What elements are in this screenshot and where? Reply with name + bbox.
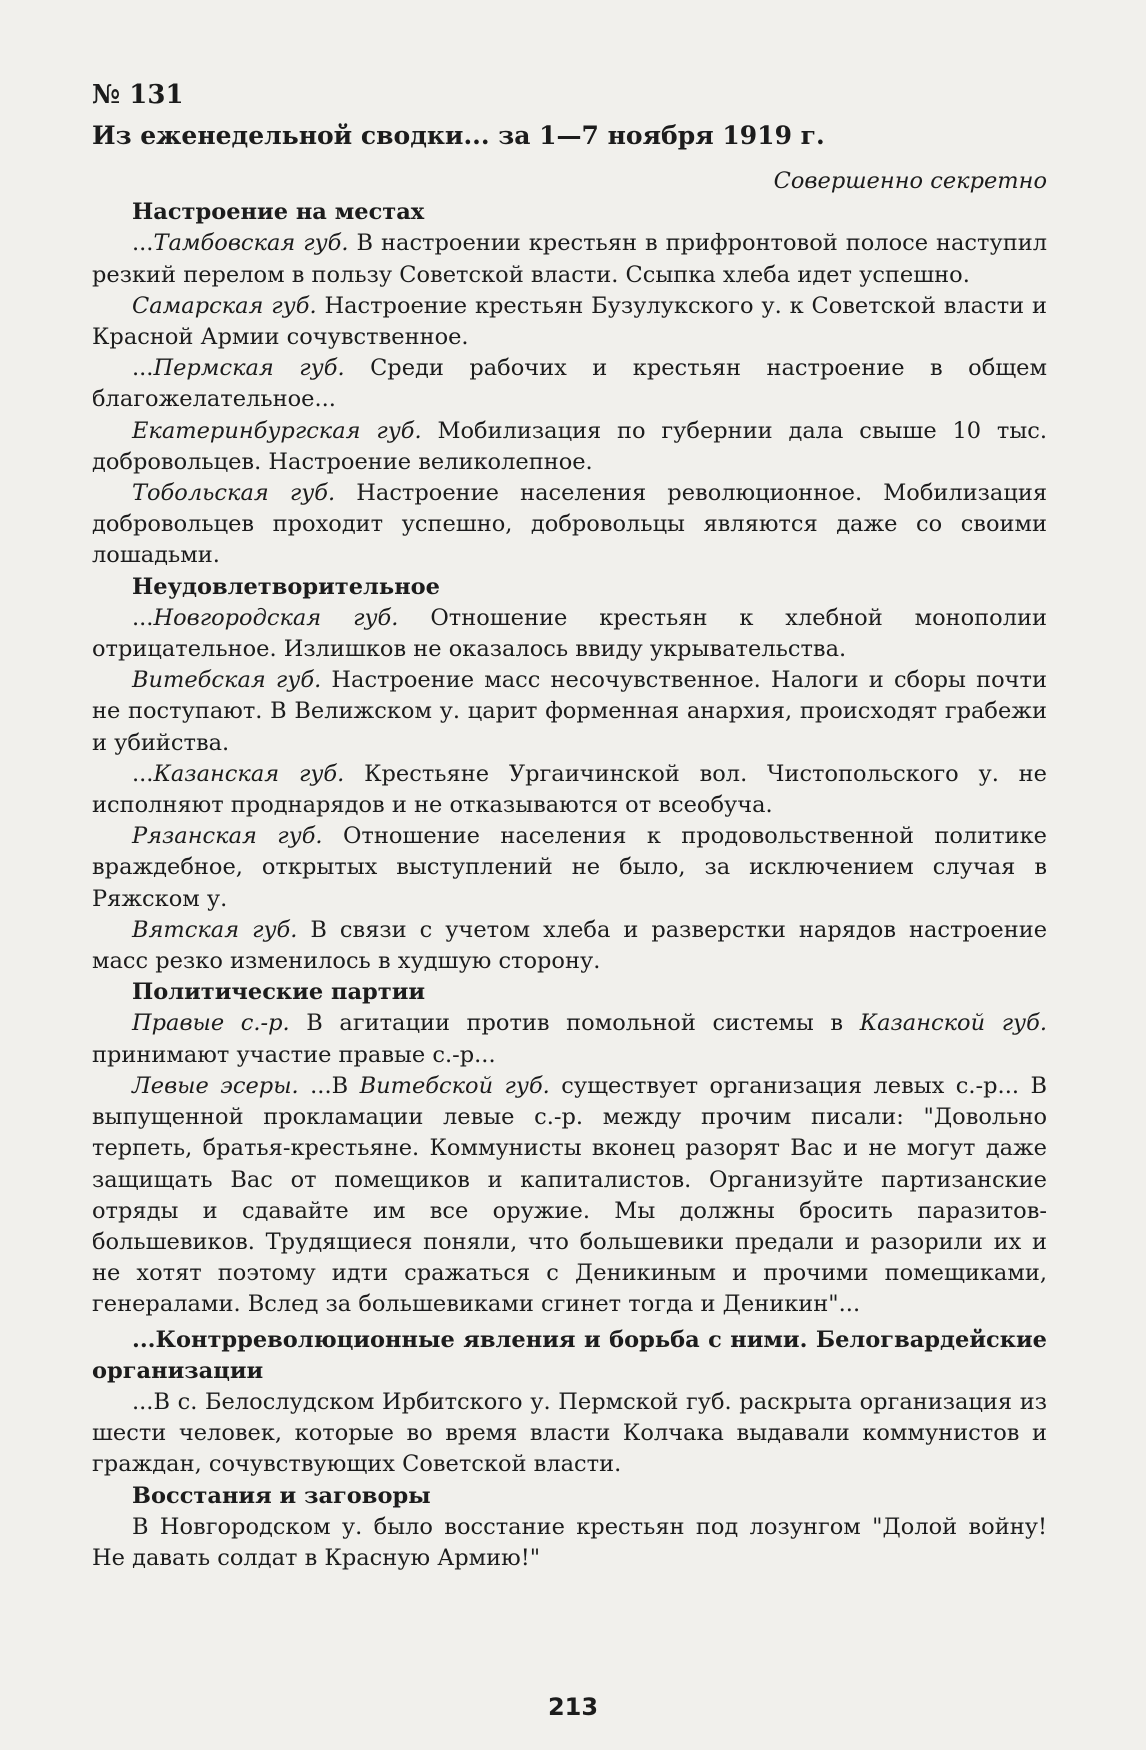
paragraph: Самарская губ. Настроение крестьян Бузулукского у. к Советской власти и Красной Армии сочувственное. <box>92 292 1047 351</box>
classification-stamp: Совершенно секретно <box>773 168 1047 194</box>
paragraph: Правые с.-р. В агитации против помольной системы в Казанской губ. принимают участие правые с.-р... <box>92 1010 1047 1068</box>
section-heading-counterrevolution: ...Контрреволюционные явления и борьба с ними. Белогвардейские организации <box>92 1326 1047 1384</box>
section-heading-mood: Настроение на местах <box>132 199 425 226</box>
paragraph: Вятская губ. В связи с учетом хлеба и разверстки нарядов настроение масс резко изменилось в худшую сторону. <box>92 916 1048 975</box>
section-heading-uprisings: Восстания и заговоры <box>132 1482 431 1509</box>
section-heading-parties: Политические партии <box>132 979 426 1006</box>
paragraph: В Новгородском у. было восстание крестьян под лозунгом "Долой войну! Не давать солдат в Красную Армию!" <box>92 1513 1047 1571</box>
paragraph: ...Новгородская губ. Отношение крестьян к хлебной монополии отрицательное. Излишков не оказалось ввиду укрывательства. <box>92 604 1048 663</box>
paragraph: Тобольская губ. Настроение населения революционное. Мобилизация добровольцев проходит успешно, добровольцы являются даже со своими лошадьми. <box>92 480 1048 569</box>
paragraph: Екатеринбургская губ. Мобилизация по губернии дала свыше 10 тыс. добровольцев. Настроение великолепное. <box>92 417 1047 475</box>
paragraph: ...В с. Белослудском Ирбитского у. Пермской губ. раскрыта организация из шести человек, которые во время власти Колчака выдавали коммунистов и граждан, сочувствующих Советской власти. <box>92 1388 1047 1478</box>
paragraph: Левые эсеры. ...В Витебской губ. существует организация левых с.-р... В выпущенной прокламации левые с.-р. между прочим писали: "Довольно терпеть, братья-крестьяне. Коммунисты вконец разорят Вас и не могут даже защищать Вас от помещиков и капиталистов. Организуйте партизанские отряды и сдавайте им все оружие. Мы должны бросить паразитов-большевиков. Трудящиеся поняли, что большевики предали и разорили их и не хотят поэтому идти сражаться с Деникиным и прочими помещиками, генералами. Вслед за большевиками сгинет тогда и Деникин"... <box>92 1072 1048 1318</box>
document-page <box>92 78 1047 1574</box>
page-number: 213 <box>547 1693 599 1721</box>
paragraph: ...Пермская губ. Среди рабочих и крестьян настроение в общем благожелательное... <box>92 355 1047 413</box>
document-number: № 131 <box>92 80 184 110</box>
paragraph: Витебская губ. Настроение масс несочувственное. Налоги и сборы почти не поступают. В Велижском у. царит форменная анархия, происходят грабежи и убийства. <box>92 667 1047 756</box>
paragraph: ...Тамбовская губ. В настроении крестьян в прифронтовой полосе наступил резкий перелом в пользу Советской власти. Ссыпка хлеба идет успешно. <box>92 230 1047 288</box>
paragraph: ...Казанская губ. Крестьяне Ургаичинской вол. Чистопольского у. не исполняют проднарядов и не отказываются от всеобуча. <box>92 760 1047 819</box>
document-title: Из еженедельной сводки... за 1—7 ноября 1919 г. <box>92 121 825 150</box>
paragraph: Рязанская губ. Отношение населения к продовольственной политике враждебное, открытых выступлений не было, за исключением случая в Ряжском у. <box>92 823 1047 912</box>
section-heading-unsatisfactory: Неудовлетворительное <box>132 573 440 600</box>
